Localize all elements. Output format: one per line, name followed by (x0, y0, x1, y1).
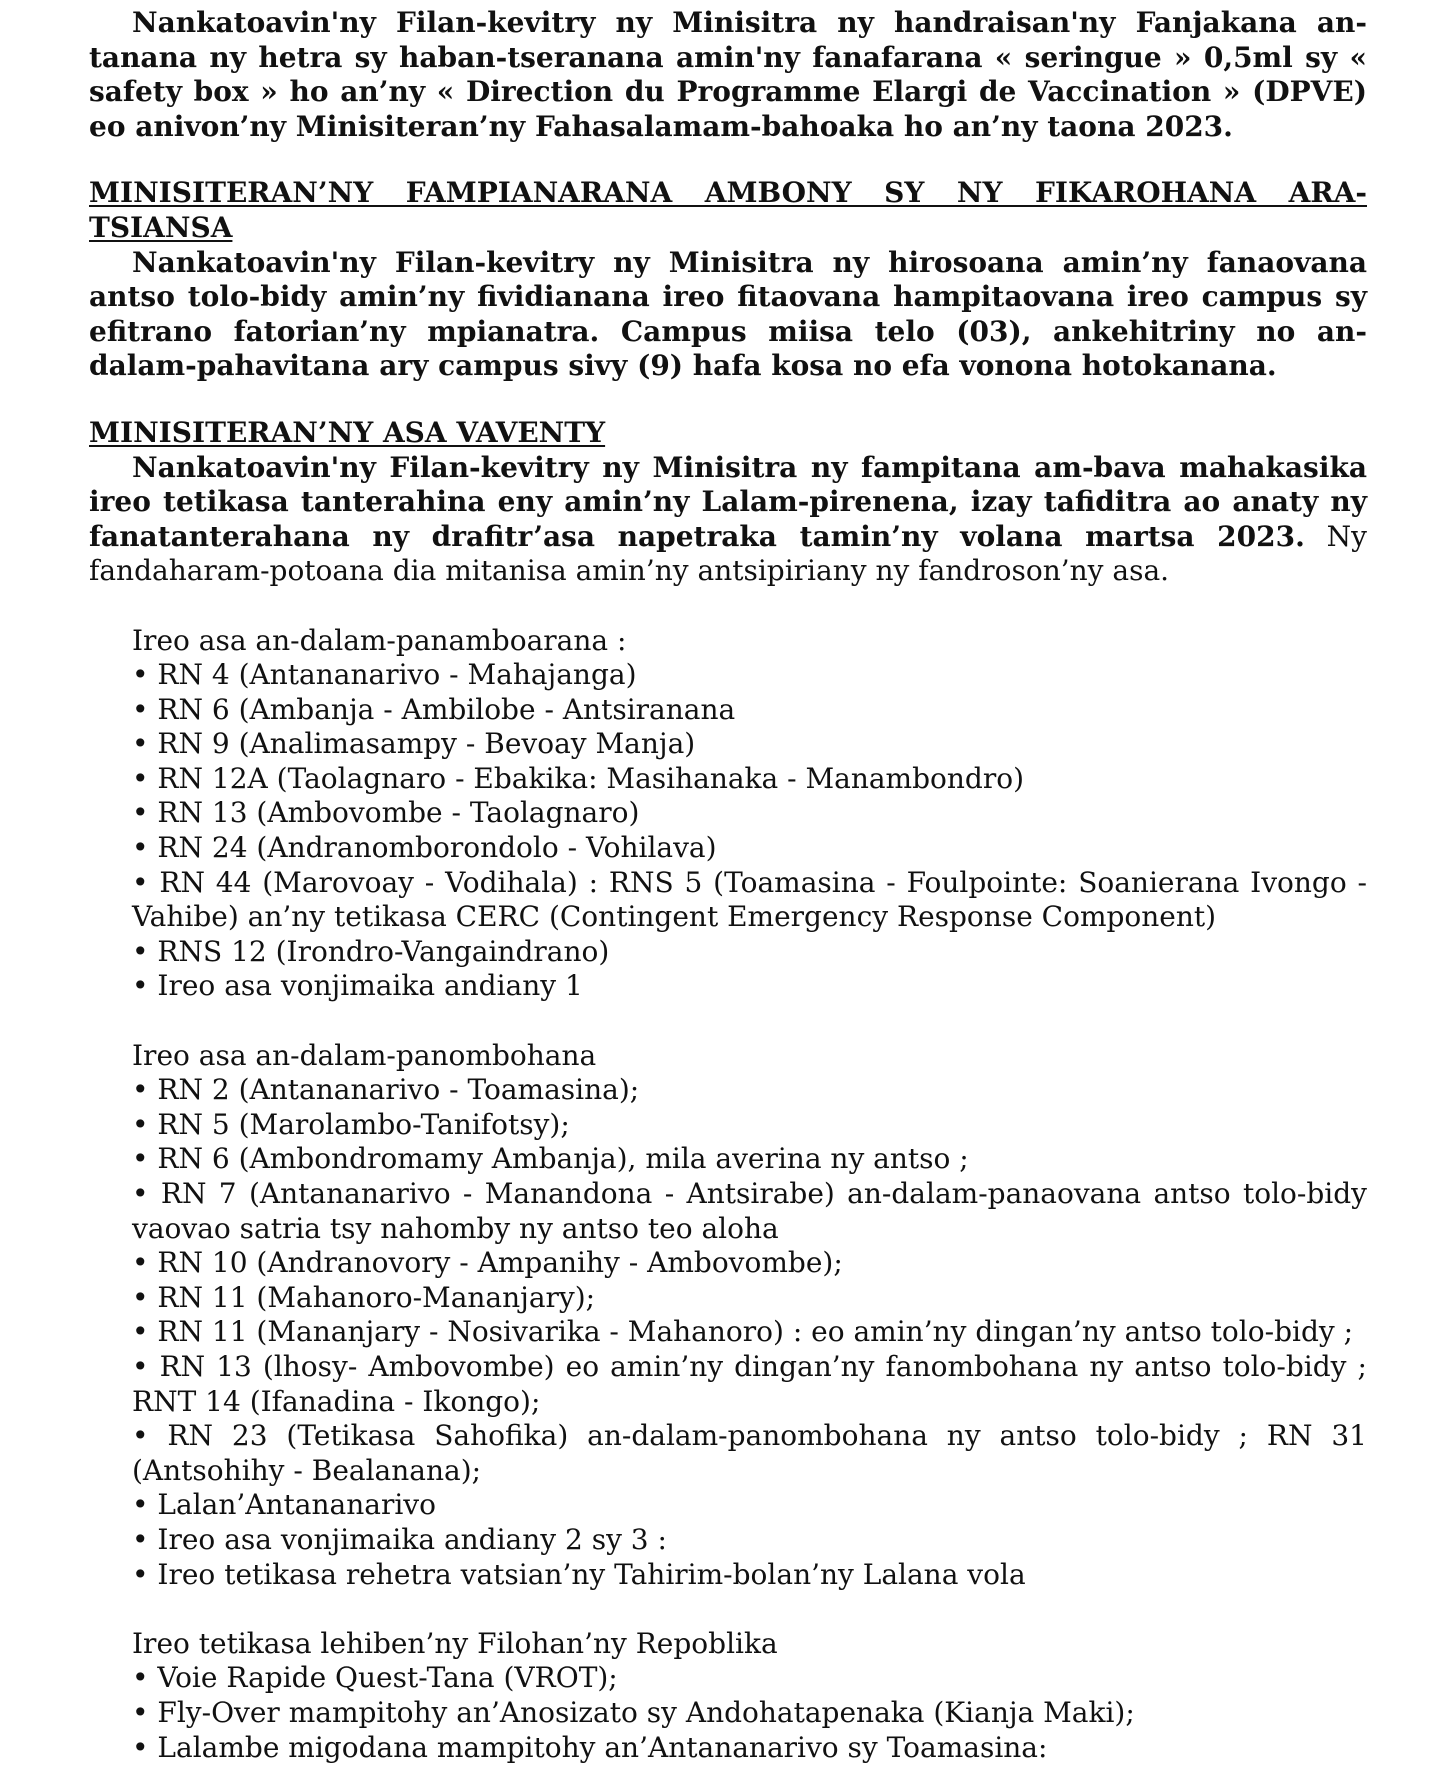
spacer (89, 1592, 1367, 1627)
list-item: • RN 5 (Marolambo-Tanifotsy); (132, 1108, 1367, 1143)
rehabilitation-list-caption: Ireo asa an-dalam-panombohana (132, 1039, 1367, 1074)
list-item: • Lalan’Antananarivo (132, 1488, 1367, 1523)
list-item: • RN 13 (Ambovombe - Taolagnaro) (132, 796, 1367, 831)
spacer (89, 1004, 1367, 1039)
section-heading-public-works: MINISITERAN’NY ASA VAVENTY (89, 416, 1367, 451)
intro-paragraph: Nankatoavin'ny Filan-kevitry ny Minisitra ny handraisan'ny Fanjakana an-tanana ny hetra sy haban-tseranana amin'ny fanafarana « seringue » 0,5ml sy « safety box » ho an’ny « Direction du Programme Elargi de Vaccination » (DPVE) eo anivon’ny Minisiteran’ny Fahasalamam-bahoaka ho an’ny taona 2023. (89, 6, 1367, 144)
list-item: • RN 7 (Antananarivo - Manandona - Antsirabe) an-dalam-panaovana antso tolo-bidy vaovao satria tsy nahomby ny antso teo aloha (132, 1177, 1367, 1246)
list-item: • RN 10 (Andranovory - Ampanihy - Ambovombe); (132, 1246, 1367, 1281)
section-heading-higher-education: MINISITERAN’NY FAMPIANARANA AMBONY SY NY FIKAROHANA ARA-TSIANSA (89, 176, 1367, 245)
public-works-bold-text: Nankatoavin'ny Filan-kevitry ny Minisitra ny fampitana am-bava mahakasika ireo tetikasa tanterahina eny amin’ny Lalam-pirenena, izay tafiditra ao anaty ny fanatanterahana ny drafitr’asa napetraka tamin’ny volana martsa 2023. (89, 451, 1367, 553)
list-item: • RN 6 (Ambondromamy Ambanja), mila averina ny antso ; (132, 1142, 1367, 1177)
list-item: • RN 2 (Antananarivo - Toamasina); (132, 1073, 1367, 1108)
list-item: • RNS 12 (Irondro-Vangaindrano) (132, 935, 1367, 970)
list-item: • RN 11 (Mahanoro-Mananjary); (132, 1281, 1367, 1316)
list-item: • Fly-Over mampitohy an’Anosizato sy Andohatapenaka (Kianja Maki); (132, 1696, 1367, 1731)
presidential-items (132, 1661, 1367, 1765)
list-item: • Voie Rapide Quest-Tana (VROT); (132, 1661, 1367, 1696)
section-paragraph-higher-education: Nankatoavin'ny Filan-kevitry ny Minisitra ny hirosoana amin’ny fanaovana antso tolo-bidy amin’ny fividianana ireo fitaovana hampitaovana ireo campus sy efitrano fatorian’ny mpianatra. Campus miisa telo (03), ankehitriny no an-dalam-pahavitana ary campus sivy (9) hafa kosa no efa vonona hotokanana. (89, 246, 1367, 384)
rehabilitation-items (132, 1073, 1367, 1592)
list-item: • Lalambe migodana mampitohy an’Antananarivo sy Toamasina: (132, 1731, 1367, 1765)
list-item: • RN 44 (Marovoay - Vodihala) : RNS 5 (Toamasina - Foulpointe: Soanierana Ivongo - Vahibe) an’ny tetikasa CERC (Contingent Emergency Response Component) (132, 866, 1367, 935)
list-item: • RN 24 (Andranomborondolo - Vohilava) (132, 831, 1367, 866)
list-item: • Ireo asa vonjimaika andiany 1 (132, 969, 1367, 1004)
list-item: • RN 11 (Mananjary - Nosivarika - Mahanoro) : eo amin’ny dingan’ny antso tolo-bidy ; (132, 1315, 1367, 1350)
list-item: • Ireo tetikasa rehetra vatsian’ny Tahirim-bolan’ny Lalana vola (132, 1558, 1367, 1593)
presidential-list-caption: Ireo tetikasa lehiben’ny Filohan’ny Repoblika (132, 1627, 1367, 1662)
section-paragraph-public-works (89, 451, 1367, 589)
list-item: • RN 6 (Ambanja - Ambilobe - Antsiranana (132, 693, 1367, 728)
construction-list-caption: Ireo asa an-dalam-panamboarana : (132, 624, 1367, 659)
construction-items (132, 658, 1367, 1004)
list-item: • RN 4 (Antananarivo - Mahajanga) (132, 658, 1367, 693)
construction-list (89, 624, 1367, 1005)
public-works-normal-text: Ny fandaharam-potoana dia mitanisa amin’ny antsipiriany ny fandroson’ny asa. (89, 520, 1367, 588)
list-item: • Ireo asa vonjimaika andiany 2 sy 3 : (132, 1523, 1367, 1558)
presidential-list (89, 1627, 1367, 1765)
list-item: • RN 12A (Taolagnaro - Ebakika: Masihanaka - Manambondro) (132, 762, 1367, 797)
rehabilitation-list (89, 1039, 1367, 1593)
list-item: • RN 23 (Tetikasa Sahofika) an-dalam-panombohana ny antso tolo-bidy ; RN 31 (Antsohihy - Bealanana); (132, 1419, 1367, 1488)
list-item: • RN 13 (lhosy- Ambovombe) eo amin’ny dingan’ny fanombohana ny antso tolo-bidy ; RNT 14 (Ifanadina - Ikongo); (132, 1350, 1367, 1419)
spacer (89, 589, 1367, 624)
list-item: • RN 9 (Analimasampy - Bevoay Manja) (132, 727, 1367, 762)
